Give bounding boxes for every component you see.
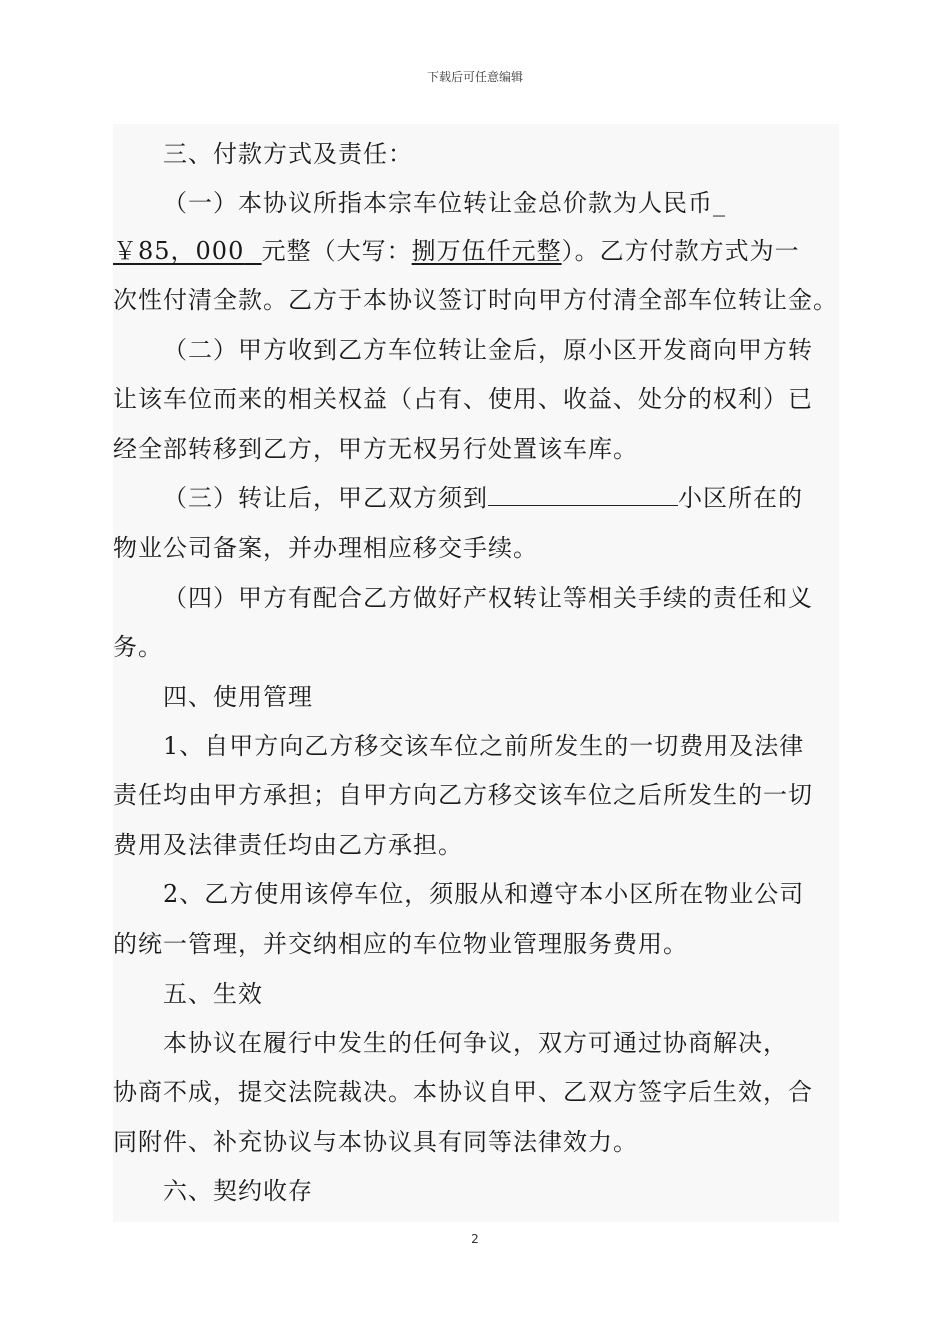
section-6-title: 六、契约收存 <box>163 1177 313 1205</box>
section-3-item-3-line-1 <box>163 483 803 513</box>
section-4-item-2-line-2: 的统一管理，并交纳相应的车位物业管理服务费用。 <box>113 930 688 958</box>
section-3-item-3-line-2: 物业公司备案，并办理相应移交手续。 <box>113 534 538 562</box>
section-4-title: 四、使用管理 <box>163 683 313 711</box>
price-text-a: 元整（大写： <box>261 237 412 265</box>
price-amount-words: 捌万伍仟元整 <box>411 237 562 265</box>
section-3-item-2-line-2: 让该车位而来的相关权益（占有、使用、收益、处分的权利）已 <box>113 385 813 413</box>
section-4-item-1-line-1: 1、自甲方向乙方移交该车位之前所发生的一切费用及法律 <box>163 732 805 760</box>
section-3-item-1-line-1: （一）本协议所指本宗车位转让金总价款为人民币_ <box>163 189 726 217</box>
section-3-item-2-line-3: 经全部转移到乙方，甲方无权另行处置该车库。 <box>113 435 638 463</box>
price-amount-pad <box>244 237 261 265</box>
page-number: 2 <box>471 1232 479 1246</box>
item-3-text-a: （三）转让后，甲乙双方须到 <box>163 484 488 512</box>
section-3-item-1-line-3: 次性付清全款。乙方于本协议签订时向甲方付清全部车位转让金。 <box>113 286 838 314</box>
section-4-item-1-line-3: 费用及法律责任均由乙方承担。 <box>113 831 463 859</box>
section-5-line-2: 协商不成，提交法院裁决。本协议自甲、乙双方签字后生效，合 <box>113 1078 813 1106</box>
price-text-b: ）。乙方付款方式为一 <box>561 237 800 265</box>
section-3-item-4-line-2: 务。 <box>113 633 163 661</box>
item-3-text-b: 小区所在的 <box>678 484 803 512</box>
section-3-item-4-line-1: （四）甲方有配合乙方做好产权转让等相关手续的责任和义 <box>163 584 813 612</box>
section-3-item-1-line-2 <box>113 236 800 266</box>
section-4-item-2-line-1: 2、乙方使用该停车位，须服从和遵守本小区所在物业公司 <box>163 880 805 908</box>
section-3-item-2-line-1: （二）甲方收到乙方车位转让金后，原小区开发商向甲方转 <box>163 336 813 364</box>
section-5-line-3: 同附件、补充协议与本协议具有同等法律效力。 <box>113 1128 638 1156</box>
section-5-title: 五、生效 <box>163 980 263 1008</box>
section-4-item-1-line-2: 责任均由甲方承担；自甲方向乙方移交该车位之后所发生的一切 <box>113 781 813 809</box>
page-header-note: 下载后可任意编辑 <box>426 70 523 84</box>
section-3-title: 三、付款方式及责任： <box>163 140 413 168</box>
section-5-line-1: 本协议在履行中发生的任何争议，双方可通过协商解决， <box>163 1029 788 1057</box>
community-name-blank <box>488 483 678 506</box>
price-amount: ￥85，000 <box>113 237 245 265</box>
